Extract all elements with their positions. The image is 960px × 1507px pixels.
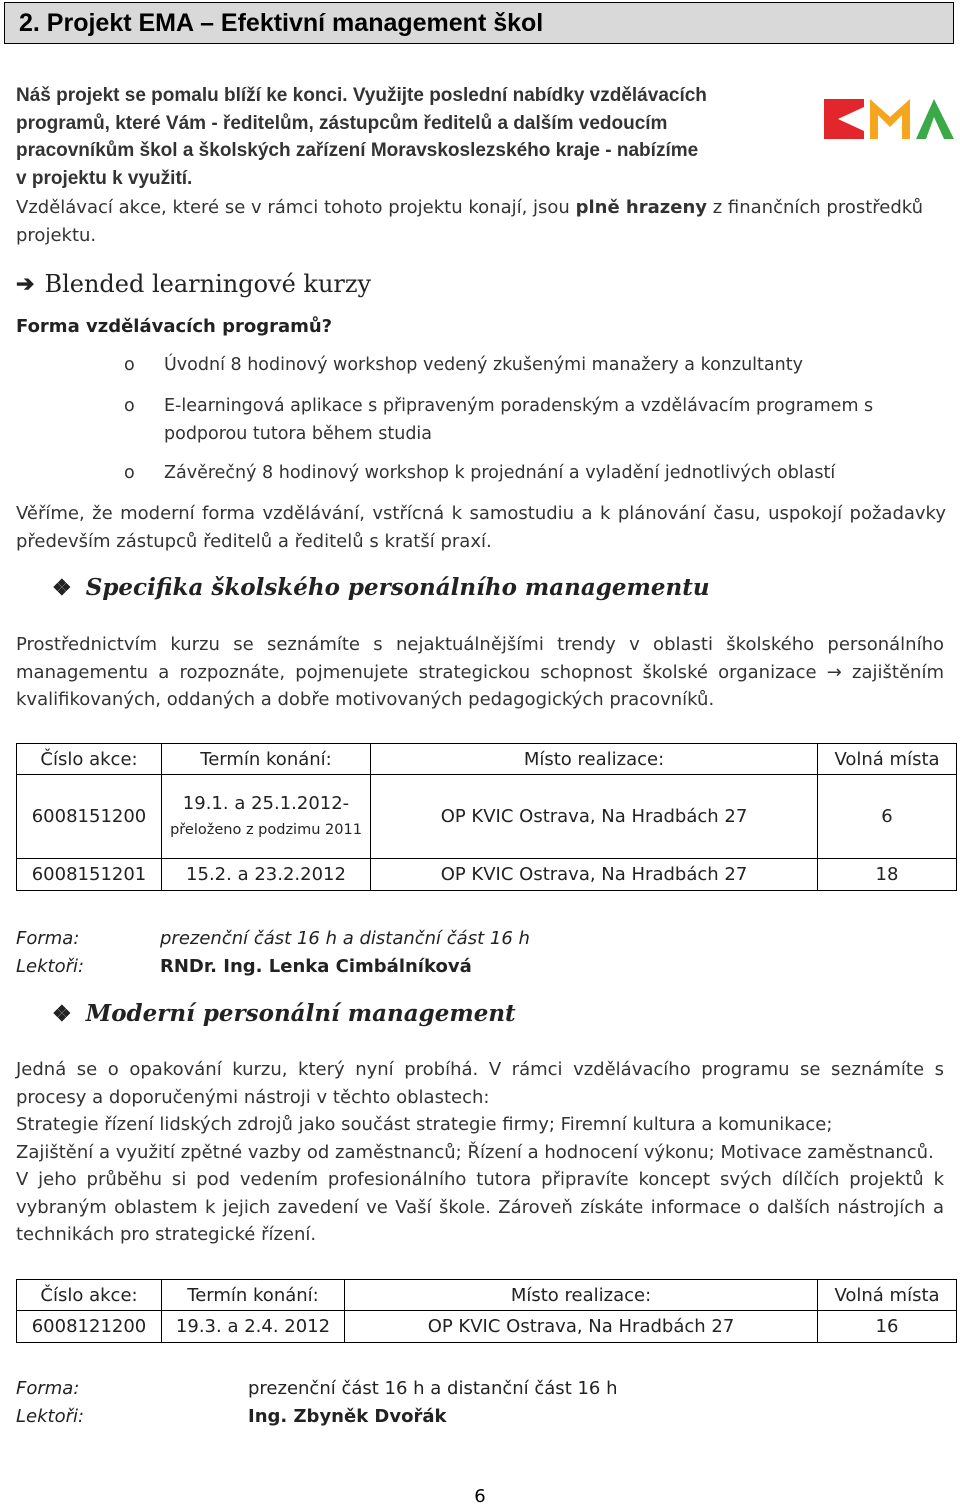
arrow-right-icon: ➔ [16,271,35,297]
logo-e-shape [824,99,864,139]
blended-heading-text: Blended learningové kurzy [44,270,372,298]
col-header: Volná místa [818,1280,957,1311]
intro-line: pracovníkům škol a školských zařízení Moravskoslezského kraje - nabízíme [16,140,699,161]
table-row [17,775,957,859]
blended-heading [16,270,371,298]
course-table [16,1279,957,1343]
cell-termin-note: přeloženo z podzimu 2011 [170,821,362,838]
section1-heading [52,574,710,601]
section-header [4,2,954,44]
section2-line: Zajištění a využití zpětné vazby od zaměstnanců; Řízení a hodnocení výkonu; Motivace zaměstnanců. [16,1141,934,1163]
logo-a-shape [916,99,954,139]
list-item [124,393,894,448]
cell-termin-date: 19.1. a 25.1.2012- [182,792,350,814]
table-row [17,1311,957,1343]
lektori-label: Lektoři: [16,956,85,977]
cell-volna: 18 [818,859,957,891]
bullet-text: Úvodní 8 hodinový workshop vedený zkušenými manažery a konzultanty [164,355,803,375]
financing-paragraph [16,194,946,249]
forma-question: Forma vzdělávacích programů? [16,316,333,337]
financing-text-bold: plně hrazeny [575,197,707,218]
financing-text-post: z finančních prostředků projektu. [16,197,924,246]
table-header-row [17,1280,957,1311]
cell-termin: 15.2. a 23.2.2012 [162,859,371,891]
cell-termin [162,775,371,859]
intro-line: v projektu k využití. [16,167,193,189]
cell-cislo: 6008151201 [17,859,162,891]
col-header: Termín konání: [162,1280,345,1311]
col-header: Číslo akce: [17,1280,162,1311]
diamond-icon: ❖ [52,574,72,601]
section2-line: Strategie řízení lidských zdrojů jako součást strategie firmy; Firemní kultura a komunikace; [16,1114,833,1135]
bullet-text: E-learningová aplikace s připraveným poradenským a vzdělávacím programem s podporou tutora během studia [164,396,874,444]
financing-text-pre: Vzdělávací akce, které se v rámci tohoto projektu konají, jsou [16,197,576,218]
lektori-value: Ing. Zbyněk Dvořák [248,1406,447,1427]
bullet-text: Závěrečný 8 hodinový workshop k projednání a vyladění jednotlivých oblastí [164,463,836,483]
table-row [17,859,957,891]
col-header: Termín konání: [162,744,371,775]
section2-heading [52,1000,516,1027]
lektori-value: RNDr. Ing. Lenka Cimbálníková [160,956,472,977]
list-item [124,460,924,488]
list-item [124,352,924,380]
forma-value: prezenční část 16 h a distanční část 16 h [248,1378,618,1399]
section2-line: V jeho průběhu si pod vedením profesionálního tutora připravíte koncept svých dílčích projektů k vybraným oblastem k jejich zavedení ve Vaší škole. Zároveň získáte informace o dalších nástrojích a technikách pro strategické řízení. [16,1169,944,1245]
lektori-label: Lektoři: [16,1406,85,1427]
col-header: Číslo akce: [17,744,162,775]
ema-logo [824,99,954,139]
logo-m-shape [870,99,910,139]
cell-misto: OP KVIC Ostrava, Na Hradbách 27 [345,1311,818,1343]
bullet-marker: o [124,396,135,416]
cell-misto: OP KVIC Ostrava, Na Hradbách 27 [371,859,818,891]
intro-line: programů, které Vám - ředitelům, zástupcům ředitelů a dalším vedoucím [16,112,668,134]
col-header: Místo realizace: [371,744,818,775]
cell-volna: 16 [818,1311,957,1343]
cell-volna: 6 [818,775,957,859]
bullet-marker: o [124,463,135,483]
cell-cislo: 6008121200 [17,1311,162,1343]
forma-label: Forma: [16,928,80,949]
section1-paragraph: Prostřednictvím kurzu se seznámíte s nejaktuálnějšími trendy v oblasti školského personálního managementu a rozpoznáte, pojmenujete strategickou schopnost školské organizace → zajištěním kvalifikovaných, oddaných a dobře motivovaných pedagogických pracovníků. [16,634,944,710]
cell-misto: OP KVIC Ostrava, Na Hradbách 27 [371,775,818,859]
section2-paragraph [16,1056,944,1249]
cell-termin: 19.3. a 2.4. 2012 [162,1311,345,1343]
col-header: Místo realizace: [345,1280,818,1311]
page-number: 6 [474,1486,486,1507]
section1-heading-text: Specifika školského personálního managementu [85,574,710,601]
bullet-marker: o [124,355,135,375]
belief-paragraph: Věříme, že moderní forma vzdělávání, vstřícná k samostudiu a k plánování času, uspokojí požadavky především zástupců ředitelů a ředitelů s kratší praxí. [16,503,946,552]
table-header-row [17,744,957,775]
diamond-icon: ❖ [52,1000,72,1027]
col-header: Volná místa [818,744,957,775]
forma-label: Forma: [16,1378,80,1399]
course-table [16,743,957,891]
section2-line: Jedná se o opakování kurzu, který nyní probíhá. V rámci vzdělávacího programu se seznámíte s procesy a doporučenými nástroji v těchto oblastech: [16,1059,944,1108]
intro-line: Náš projekt se pomalu blíží ke konci. Využijte poslední nabídky vzdělávacích [16,85,707,106]
section-title: 2. Projekt EMA – Efektivní management škol [19,8,544,37]
cell-cislo: 6008151200 [17,775,162,859]
forma-value: prezenční část 16 h a distanční část 16 h [160,928,530,949]
intro-paragraph [16,82,800,192]
section2-heading-text: Moderní personální management [85,1000,516,1027]
